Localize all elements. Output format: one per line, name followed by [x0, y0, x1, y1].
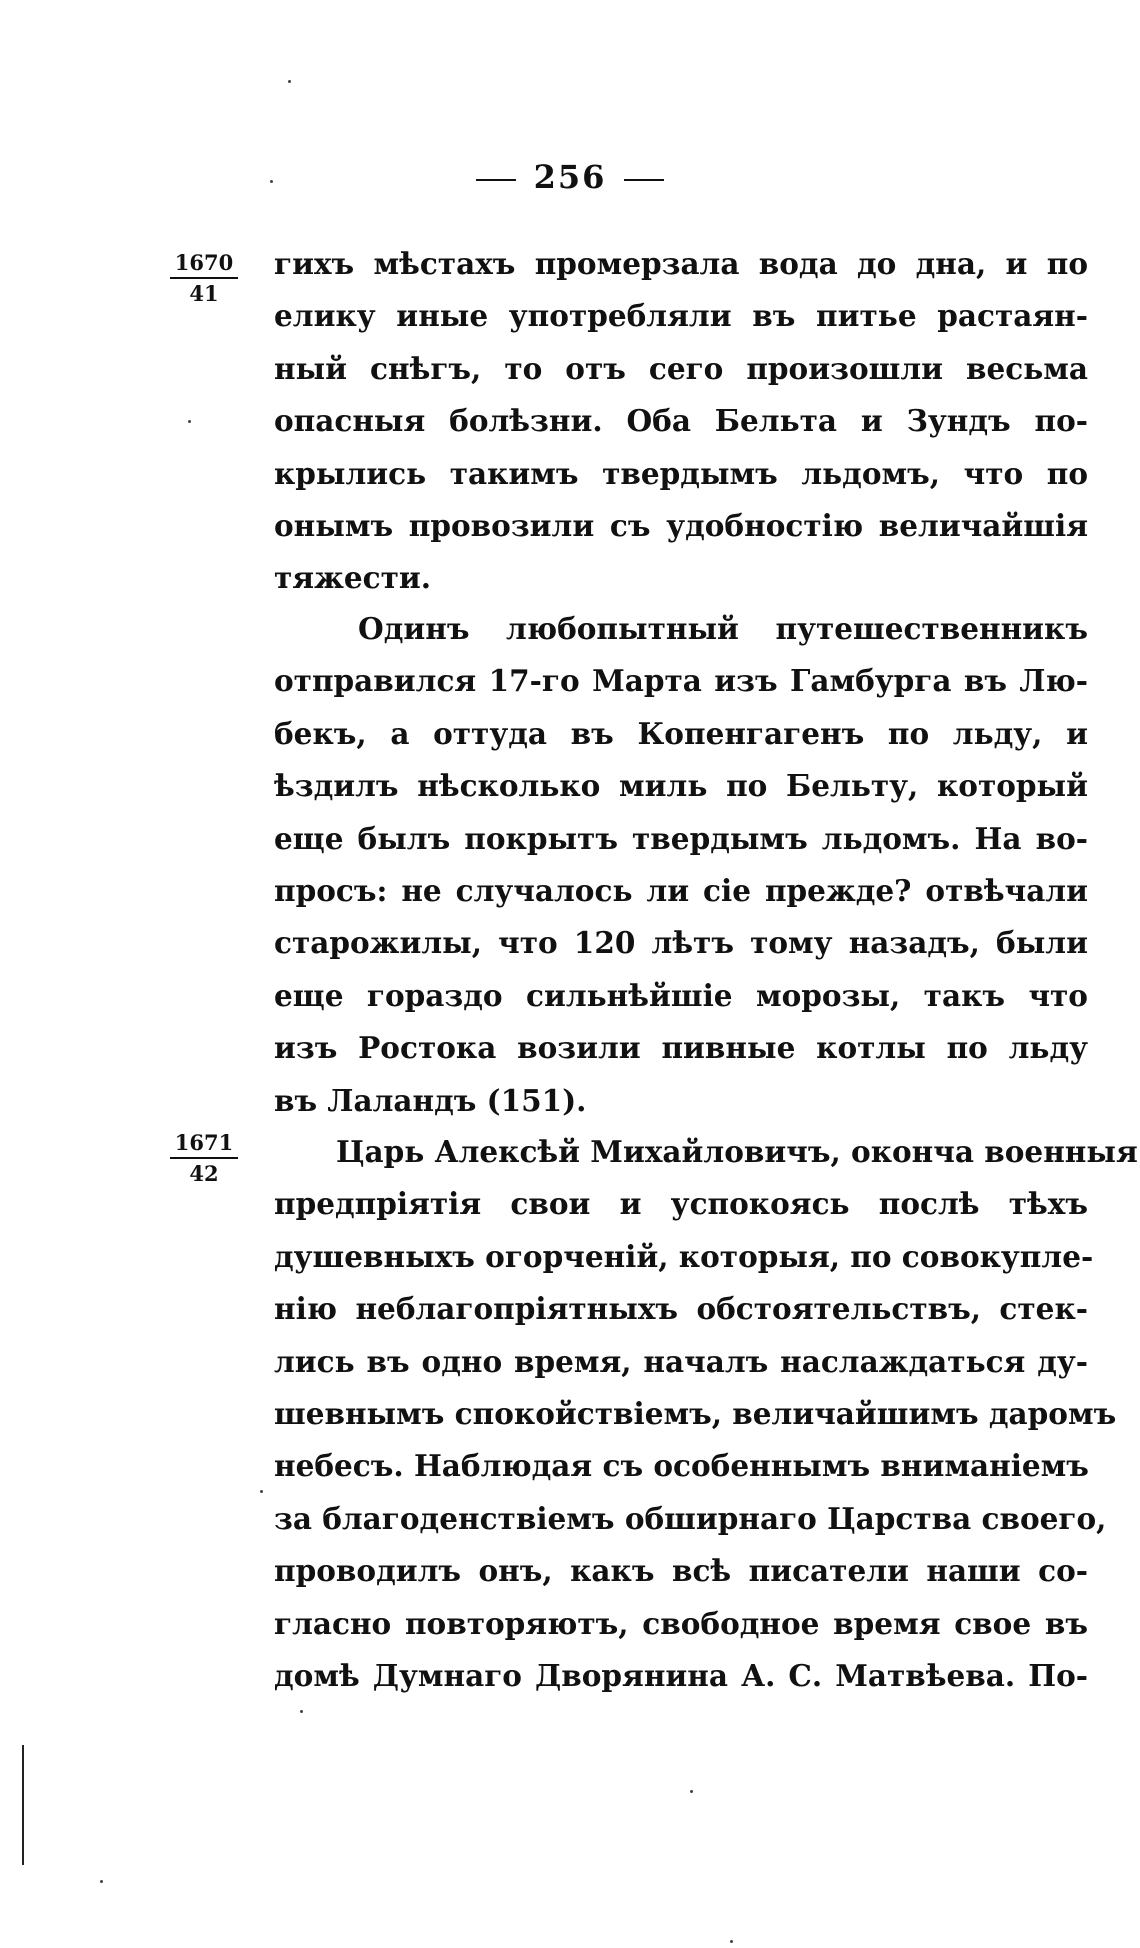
paragraph-continuation [274, 238, 1088, 605]
text-line: въ Лаландъ (151). [274, 1082, 587, 1118]
scan-speck [288, 80, 291, 83]
text-line: ѣздилъ нѣсколько миль по Бельту, который [274, 768, 1088, 804]
text-line: крылись такимъ твердымъ льдомъ, что по [274, 455, 1088, 491]
paragraph-traveller [274, 603, 1088, 1127]
scan-edge-line [22, 1745, 24, 1865]
scan-speck [270, 180, 273, 183]
scan-speck [260, 1490, 263, 1493]
text-line: Царь Алексѣй Михайловичъ, окончa военныя [336, 1134, 1138, 1169]
text-line: лись въ одно время, началъ наслаждаться ду- [274, 1343, 1088, 1379]
text-line: елику иные употребляли въ питье растаян- [274, 298, 1088, 334]
margin-regnal-year: 41 [189, 281, 219, 306]
header-dash-left [476, 179, 516, 181]
text-line: тяжести. [274, 560, 432, 596]
text-line: домѣ Думнаго Дворянина А. С. Матвѣева. По- [274, 1657, 1088, 1693]
scan-speck [690, 1790, 693, 1793]
scan-speck [730, 1940, 733, 1943]
text-line: шевнымъ спокойствіемъ, величайшимъ даромъ [274, 1395, 1117, 1431]
text-line: проводилъ онъ, какъ всѣ писатели наши со- [274, 1553, 1088, 1589]
margin-year: 1671 [170, 1130, 238, 1159]
text-line: еще былъ покрытъ твердымъ льдомъ. На во- [274, 820, 1088, 856]
text-line: небесъ. Наблюдая съ особеннымъ вниманіемъ [274, 1448, 1089, 1484]
text-line: душевныхъ огорченій, которыя, по совокупле- [274, 1238, 1094, 1274]
margin-regnal-year: 42 [189, 1161, 219, 1186]
page-header [0, 158, 1140, 196]
text-line: просъ: не случалось ли сіе прежде? отвѣчали [274, 872, 1088, 908]
scan-speck [188, 420, 191, 423]
text-line: опасныя болѣзни. Оба Бельта и Зундъ по- [274, 403, 1088, 439]
text-line: изъ Ростока возили пивные котлы по льду [274, 1030, 1088, 1066]
margin-year: 1670 [170, 250, 238, 279]
text-line: онымъ провозили съ удобностію величайшія [274, 507, 1088, 543]
header-dash-right [624, 179, 664, 181]
margin-date-1670 [170, 250, 238, 307]
scan-speck [100, 1880, 103, 1883]
text-line: отправился 17-го Марта изъ Гамбурга въ Лю- [274, 663, 1088, 699]
text-line: нію неблагопріятныхъ обстоятельствъ, стек- [274, 1291, 1088, 1327]
text-line: предпріятія свои и успокоясь послѣ тѣхъ [274, 1186, 1088, 1222]
scan-speck [300, 1710, 303, 1713]
margin-date-1671 [170, 1130, 238, 1187]
text-line: старожилы, что 120 лѣтъ тому назадъ, были [274, 925, 1088, 961]
text-line: еще гораздо сильнѣйшіе морозы, такъ что [274, 977, 1088, 1013]
text-line: бекъ, а оттуда въ Копенгагенъ по льду, и [274, 715, 1088, 751]
text-line: гласно повторяютъ, свободное время свое въ [274, 1605, 1088, 1641]
text-line: Одинъ любопытный путешественникъ [358, 611, 1088, 646]
text-line: гихъ мѣстахъ промерзала вода до дна, и по [274, 246, 1088, 281]
text-line: ный снѣгъ, то отъ сего произошли весьма [274, 350, 1088, 386]
page-number: 256 [533, 158, 607, 196]
paragraph-tsar-alexei [274, 1126, 1138, 1702]
text-line: за благоденствіемъ обширнаго Царства своего, [274, 1500, 1107, 1536]
